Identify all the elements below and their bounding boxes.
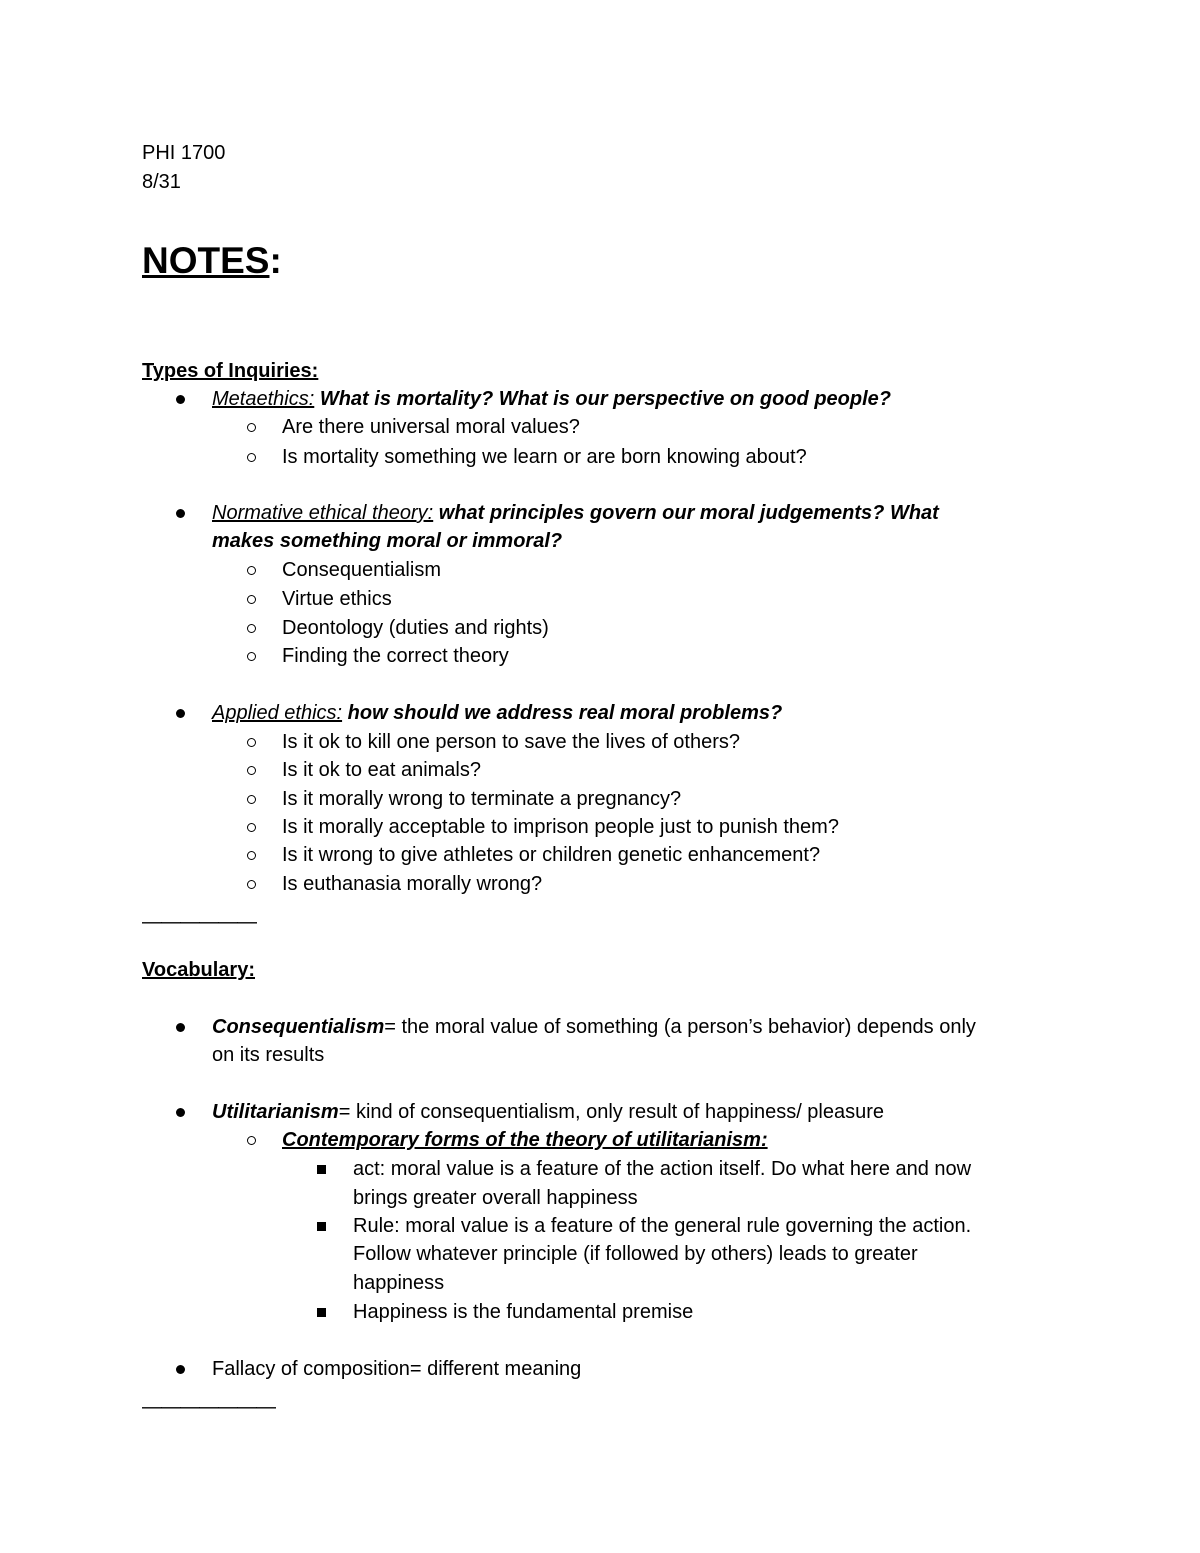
inquiries-heading: Types of Inquiries: [142,360,319,382]
vocabulary-heading: Vocabulary: [142,959,255,981]
metaethics-item: Metaethics: What is mortality? What is our perspective on good people? [212,388,891,410]
circle-bullet-icon [247,880,256,889]
circle-bullet-icon [247,795,256,804]
list-item: Consequentialism [282,559,441,581]
separator: —————— [142,911,256,933]
bullet-icon [176,1365,185,1374]
utilitarianism-item: Utilitarianism= kind of consequentialism, only result of happiness/ pleasure [212,1101,885,1123]
list-item: Is it ok to kill one person to save the lives of others? [282,731,741,753]
list-item-cont: Follow whatever principle (if followed by others) leads to greater [353,1243,918,1265]
circle-bullet-icon [247,652,256,661]
circle-bullet-icon [247,766,256,775]
list-item: Rule: moral value is a feature of the general rule governing the action. [353,1215,972,1237]
normative-item: Normative ethical theory: what principles govern our moral judgements? What [212,502,939,524]
circle-bullet-icon [247,566,256,575]
list-item: Is it morally wrong to terminate a pregnancy? [282,788,682,810]
list-item: Is it ok to eat animals? [282,759,481,781]
square-bullet-icon [317,1165,326,1174]
list-item-cont: brings greater overall happiness [353,1187,638,1209]
list-item: Virtue ethics [282,588,392,610]
list-item: Finding the correct theory [282,645,509,667]
circle-bullet-icon [247,1136,256,1145]
circle-bullet-icon [247,851,256,860]
list-item: Deontology (duties and rights) [282,617,549,639]
normative-question-cont: makes something moral or immoral? [212,530,563,552]
list-item: Is it wrong to give athletes or children genetic enhancement? [282,844,821,866]
list-item: Is it morally acceptable to imprison people just to punish them? [282,816,839,838]
list-item-cont: happiness [353,1272,445,1294]
list-item: Is euthanasia morally wrong? [282,873,543,895]
list-item: act: moral value is a feature of the action itself. Do what here and now [353,1158,972,1180]
bullet-icon [176,1108,185,1117]
separator: ——————— [142,1396,275,1418]
square-bullet-icon [317,1222,326,1231]
circle-bullet-icon [247,624,256,633]
list-item: Happiness is the fundamental premise [353,1301,694,1323]
consequentialism-def-cont: on its results [212,1044,325,1066]
applied-item: Applied ethics: how should we address real moral problems? [212,702,783,724]
lecture-date: 8/31 [142,171,181,193]
page-title: NOTES: [142,240,282,281]
course-code: PHI 1700 [142,142,226,164]
circle-bullet-icon [247,738,256,747]
circle-bullet-icon [247,453,256,462]
bullet-icon [176,395,185,404]
bullet-icon [176,1023,185,1032]
list-item: Is mortality something we learn or are born knowing about? [282,446,807,468]
utilitarianism-subheading: Contemporary forms of the theory of utilitarianism: [282,1129,768,1151]
bullet-icon [176,709,185,718]
circle-bullet-icon [247,823,256,832]
circle-bullet-icon [247,423,256,432]
fallacy-item: Fallacy of composition= different meaning [212,1358,582,1380]
square-bullet-icon [317,1308,326,1317]
circle-bullet-icon [247,595,256,604]
list-item: Are there universal moral values? [282,416,580,438]
consequentialism-item: Consequentialism= the moral value of something (a person’s behavior) depends only [212,1016,976,1038]
bullet-icon [176,509,185,518]
